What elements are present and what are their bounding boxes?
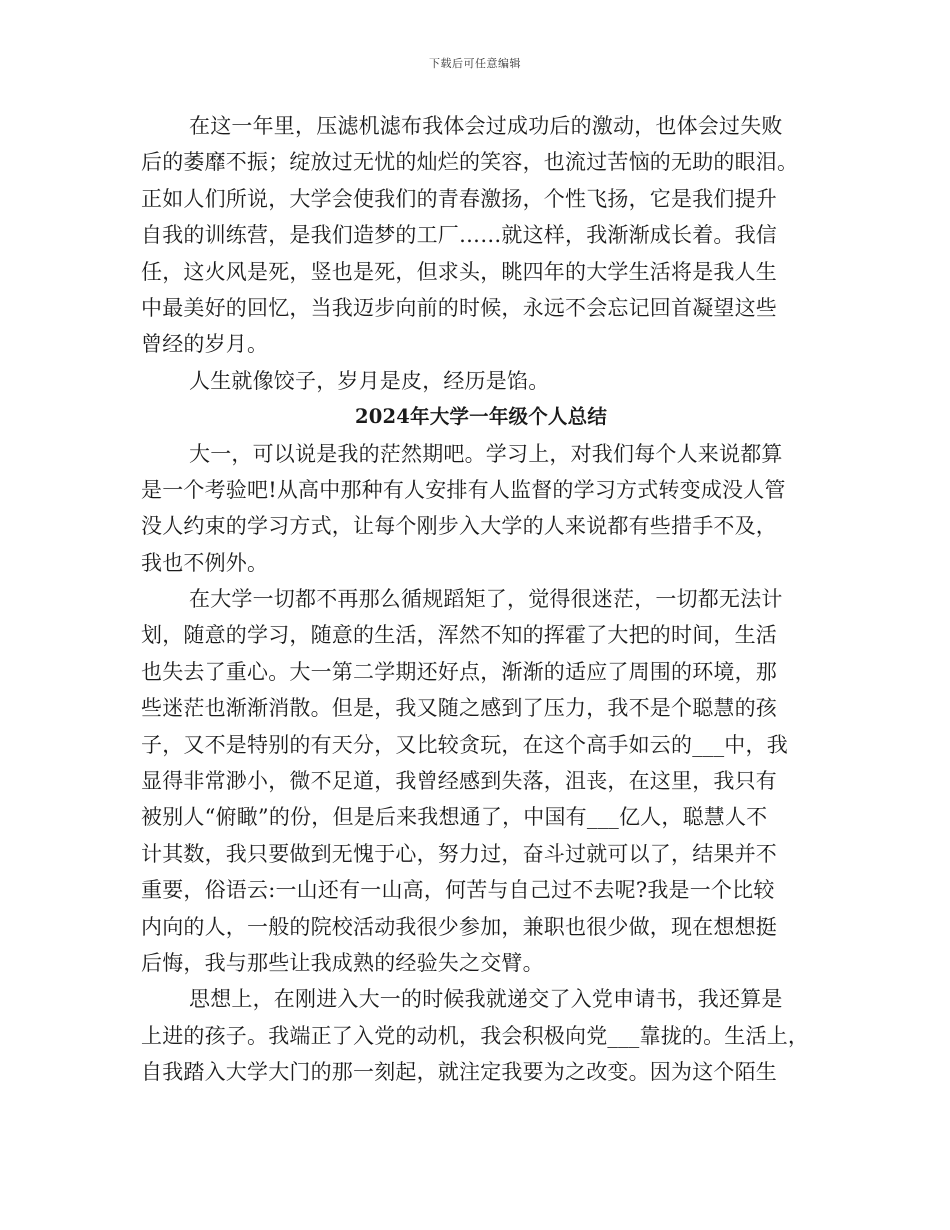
- paragraph-line: 后悔，我与那些让我成熟的经验失之交臂。: [141, 950, 544, 975]
- paragraph-line: 显得非常渺小，微不足道，我曾经感到失落，沮丧，在这里，我只有: [141, 769, 777, 794]
- paragraph-line: 大一，可以说是我的茫然期吧。学习上，对我们每个人来说都算: [189, 441, 783, 466]
- paragraph-line: 自我踏入大学大门的那一刻起，就注定我要为之改变。因为这个陌生: [141, 1060, 777, 1085]
- paragraph-line: 在这一年里，压滤机滤布我体会过成功后的激动，也体会过失败: [189, 114, 783, 138]
- paragraph-line: 自我的训练营，是我们造梦的工厂……就这样，我渐渐成长着。我信: [141, 223, 777, 248]
- paragraph-line: 划，随意的学习，随意的生活，浑然不知的挥霍了大把的时间，生活: [141, 623, 777, 648]
- paragraph-line: 曾经的岁月。: [141, 332, 269, 357]
- document-body: [141, 108, 821, 1091]
- paragraph-line: 在大学一切都不再那么循规蹈矩了，觉得很迷茫，一切都无法计: [189, 587, 783, 612]
- paragraph-line: 是一个考验吧!从高中那种有人安排有人监督的学习方式转变成没人管: [141, 477, 786, 502]
- paragraph-line: 正如人们所说，大学会使我们的青春激扬，个性飞扬，它是我们提升: [141, 186, 777, 211]
- paragraph-line: 重要，俗语云:一山还有一山高，何苦与自己过不去呢?我是一个比较: [141, 878, 775, 903]
- paragraph-line: 内向的人，一般的院校活动我很少参加，兼职也很少做，现在想想挺: [141, 914, 777, 939]
- paragraph-line: 思想上，在刚进入大一的时候我就递交了入党申请书，我还算是: [189, 987, 783, 1012]
- paragraph-line: 中最美好的回忆，当我迈步向前的时候，永远不会忘记回首凝望这些: [141, 295, 777, 320]
- paragraph-line: 我也不例外。: [141, 550, 269, 575]
- paragraph-line: 人生就像饺子，岁月是皮，经历是馅。: [189, 368, 550, 393]
- paragraph-line: 计其数，我只要做到无愧于心，努力过，奋斗过就可以了，结果并不: [141, 841, 777, 866]
- paragraph-line: 些迷茫也渐渐消散。但是，我又随之感到了压力，我不是个聪慧的孩: [141, 696, 777, 721]
- header-note: 下载后可任意编辑: [429, 57, 521, 70]
- paragraph-line: 没人约束的学习方式，让每个刚步入大学的人来说都有些措手不及，: [141, 514, 777, 539]
- section-title: 2024年大学一年级个人总结: [354, 405, 608, 429]
- paragraph-line: 子，又不是特别的有天分，又比较贪玩，在这个高手如云的___中，我: [141, 732, 788, 757]
- paragraph-line: 上进的孩子。我端正了入党的动机，我会积极向党___靠拢的。生活上，: [141, 1023, 810, 1048]
- paragraph-line: 任，这火风是死，竖也是死，但求头，眺四年的大学生活将是我人生: [141, 259, 777, 284]
- paragraph-line: 后的萎靡不振；绽放过无忧的灿烂的笑容，也流过苦恼的无助的眼泪。: [141, 150, 799, 175]
- paragraph-line: 也失去了重心。大一第二学期还好点，渐渐的适应了周围的环境，那: [141, 659, 777, 684]
- paragraph-line: 被别人“俯瞰”的份，但是后来我想通了，中国有___亿人，聪慧人不: [141, 805, 768, 830]
